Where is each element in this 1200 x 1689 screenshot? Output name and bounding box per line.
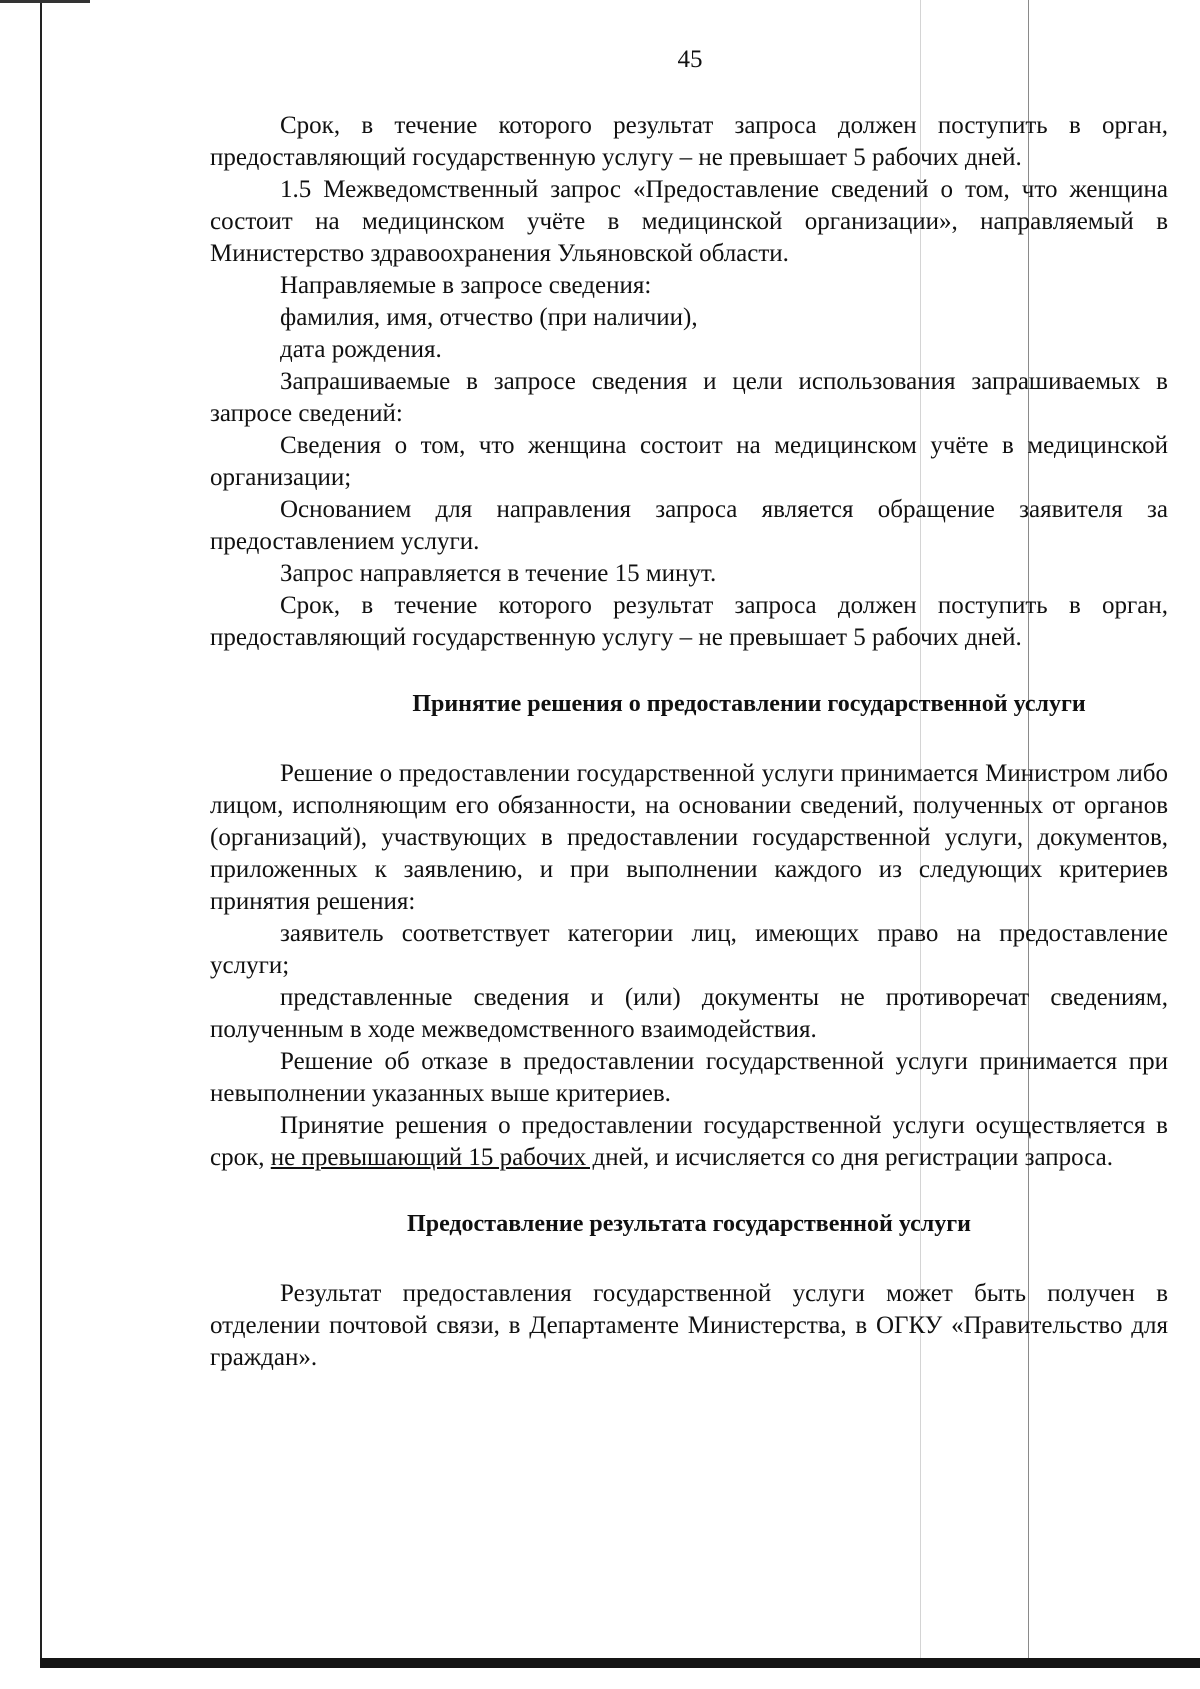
scan-bottom-edge xyxy=(40,1658,1200,1668)
text-span: ней, и исчисляется со дня регистрации запроса. xyxy=(605,1144,1113,1171)
paragraph: Решение о предоставлении государственной услуги принимается Министром либо лицом, исполняющим его обязанности, на основании сведений, полученных от органов (организаций), участвующих в предоставлении государственной услуги, документов, приложенных к заявлению, и при выполнении каждого из следующих критериев принятия решения: xyxy=(210,760,1168,915)
paragraph-with-underline xyxy=(210,1110,1168,1174)
underlined-text: не превышающий 15 рабочих д xyxy=(270,1144,606,1171)
paragraph: Срок, в течение которого результат запроса должен поступить в орган, предоставляющий государственную услугу – не превышает 5 рабочих дней. xyxy=(210,592,1168,651)
paragraph: Направляемые в запросе сведения: xyxy=(280,272,652,299)
document-body xyxy=(210,110,1168,1374)
paragraph: Запрос направляется в течение 15 минут. xyxy=(280,560,717,587)
section-heading: Принятие решения о предоставлении государственной услуги xyxy=(412,691,1086,717)
paragraph: Решение об отказе в предоставлении государственной услуги принимается при невыполнении указанных выше критериев. xyxy=(210,1048,1168,1107)
page-number: 45 xyxy=(677,46,703,73)
paragraph: дата рождения. xyxy=(280,336,442,363)
text-span: Принятие решения о предоставлении государственной услуги осуществляется в срок, xyxy=(210,1112,1168,1171)
paragraph: заявитель соответствует категории лиц, имеющих право на предоставление услуги; xyxy=(210,920,1168,979)
paragraph: фамилия, имя, отчество (при наличии), xyxy=(280,304,698,331)
section-heading: Предоставление результата государственной услуги xyxy=(407,1211,971,1237)
paragraph: представленные сведения и (или) документы не противоречат сведениям, полученным в ходе межведомственного взаимодействия. xyxy=(210,984,1168,1043)
scan-top-corner xyxy=(0,0,90,3)
paragraph: Результат предоставления государственной услуги может быть получен в отделении почтовой связи, в Департаменте Министерства, в ОГКУ «Правительство для граждан». xyxy=(210,1280,1168,1371)
scan-left-edge xyxy=(0,0,42,1660)
paragraph: 1.5 Межведомственный запрос «Предоставление сведений о том, что женщина состоит на медицинском учёте в медицинской организации», направляемый в Министерство здравоохранения Ульяновской области. xyxy=(210,176,1168,267)
paragraph: Срок, в течение которого результат запроса должен поступить в орган, предоставляющий государственную услугу – не превышает 5 рабочих дней. xyxy=(210,112,1168,171)
paragraph: Сведения о том, что женщина состоит на медицинском учёте в медицинской организации; xyxy=(210,432,1168,491)
paragraph: Запрашиваемые в запросе сведения и цели использования запрашиваемых в запросе сведений: xyxy=(210,368,1168,427)
paragraph: Основанием для направления запроса является обращение заявителя за предоставлением услуги. xyxy=(210,496,1168,555)
